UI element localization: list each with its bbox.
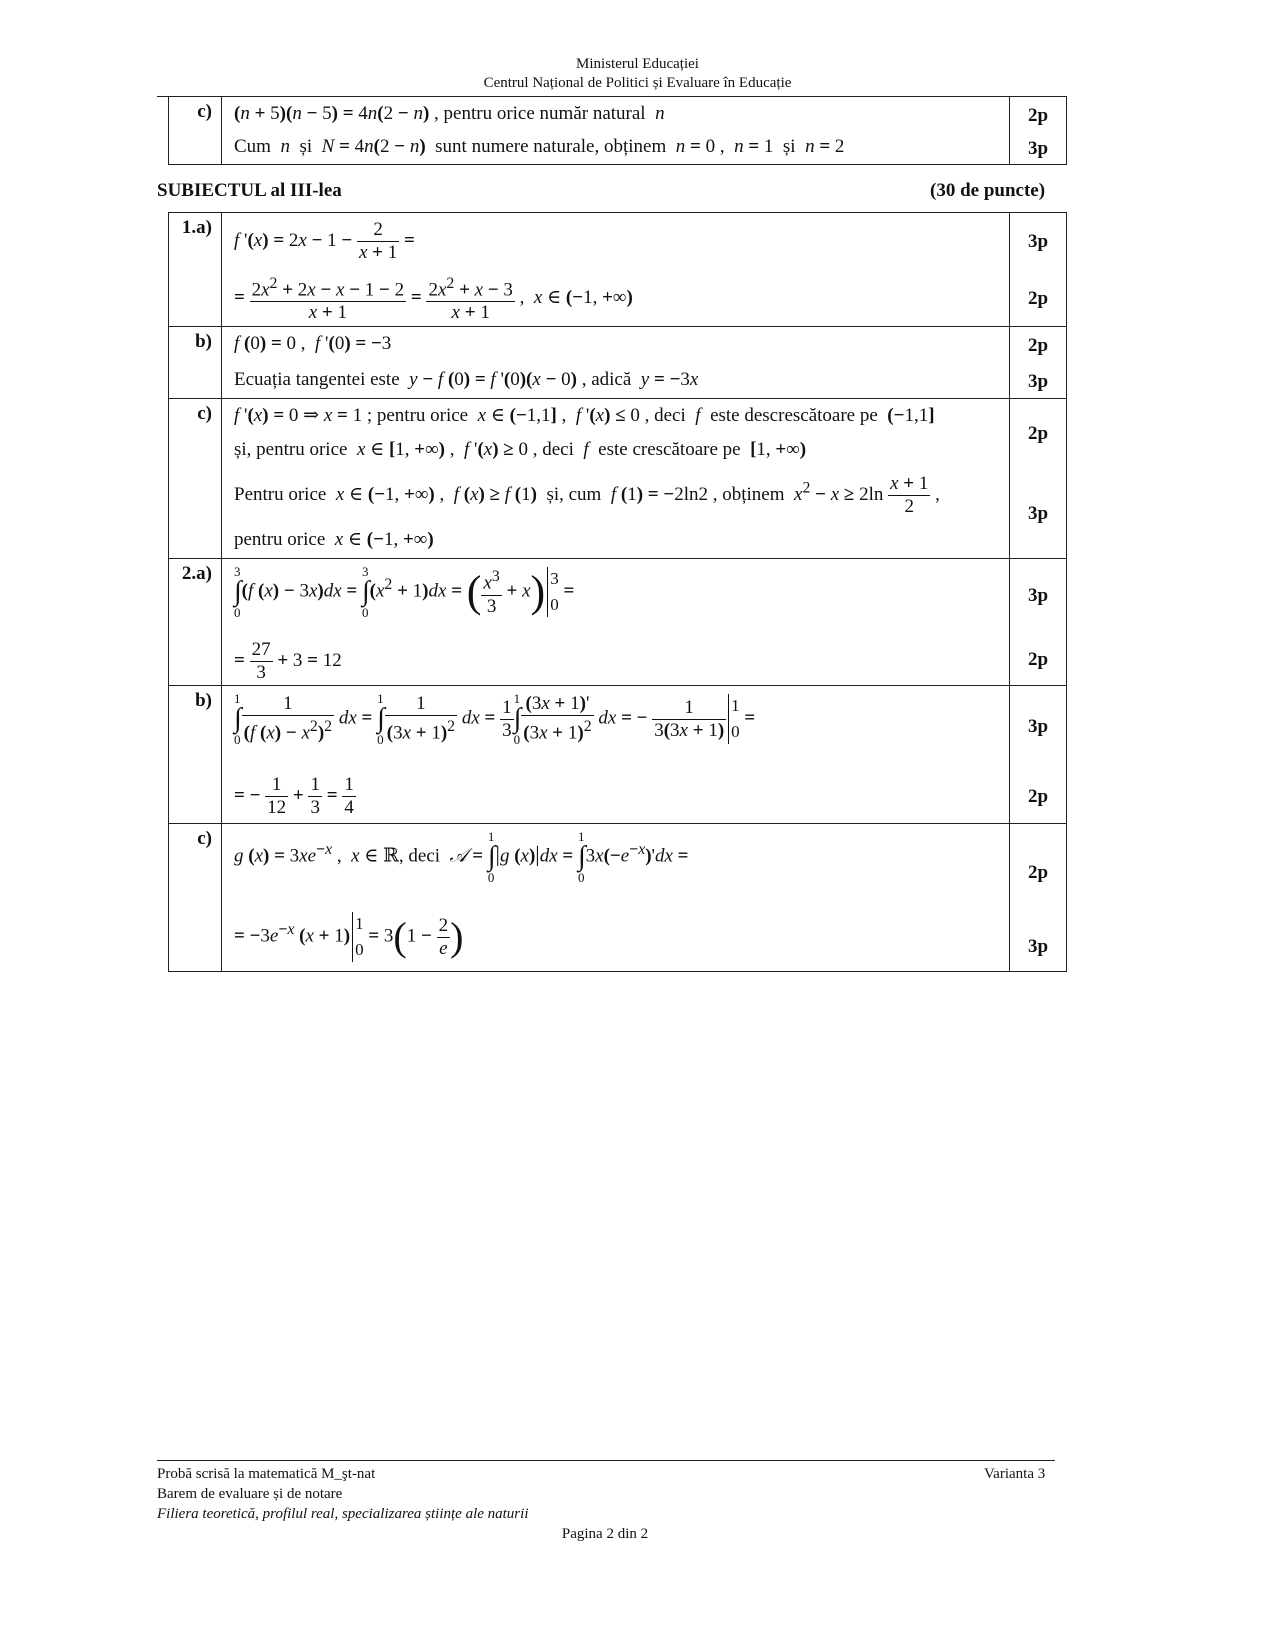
- footer-variant: Varianta 3: [984, 1466, 1046, 1482]
- footer-divider: [157, 1460, 1055, 1461]
- top-line-2: Cum n și N = 4n(2 − n) sunt numere naturale, obținem n = 0 , n = 1 și n = 2: [234, 136, 845, 157]
- formula-line: pentru orice x ∈ (−1, +∞): [234, 529, 434, 550]
- footer-exam: [157, 1464, 375, 1484]
- row-content: [222, 399, 1010, 559]
- formula-line: și, pentru orice x ∈ [1, +∞) , f '(x) ≥ 0 , deci f este crescătoare pe [1, +∞): [234, 439, 807, 460]
- points: 2p: [1027, 786, 1049, 807]
- footer-track: Filiera teoretică, profilul real, specializarea științe ale naturii: [157, 1506, 529, 1522]
- table-row: [169, 213, 1067, 327]
- points: 3p: [1027, 585, 1049, 606]
- section-score: (30 de puncte): [930, 180, 1046, 201]
- points: 2p: [1027, 649, 1049, 670]
- points: 3p: [1027, 716, 1049, 737]
- row-content: [222, 327, 1010, 399]
- row-points: [1010, 399, 1067, 559]
- row-content: [222, 686, 1010, 824]
- footer-barem: Barem de evaluare și de notare: [157, 1486, 343, 1502]
- row-points: [1010, 824, 1067, 972]
- top-line-1: (n + 5)(n − 5) = 4n(2 − n) , pentru orice număr natural n: [234, 103, 665, 124]
- table-row: [169, 559, 1067, 686]
- table-row: [169, 327, 1067, 399]
- row-content: [222, 559, 1010, 686]
- row-content: [222, 824, 1010, 972]
- top-table: [168, 96, 1067, 165]
- item-label: c): [169, 399, 222, 559]
- points: 2p: [1027, 335, 1049, 356]
- points: 3p: [1027, 503, 1049, 524]
- formula-line: = $-3e^{-x}$ (x + 1)1 0 = 3(1 − $\frac{2}{e}$ ): [234, 912, 463, 962]
- points: 3p: [1027, 231, 1049, 252]
- footer-exam-text: Probă scrisă la matematică M_şt-nat: [157, 1466, 376, 1482]
- points: 2p: [1027, 105, 1049, 126]
- header-ministry: Ministerul Educației: [576, 56, 699, 72]
- table-row: [169, 399, 1067, 559]
- row-points: [1010, 559, 1067, 686]
- item-label: c): [169, 97, 222, 165]
- points: 2p: [1027, 288, 1049, 309]
- formula-line: f (0) = 0 , f '(0) = −3: [234, 333, 392, 354]
- formula-line: 1 ∫ 0 $\frac{1}{(f (x) - x^2)^2}$ dx = 1 ∫ 0 $\frac{1}{(3x + 1)^2}$ dx = $\frac{1}{3}$ 1 ∫ 0 $\frac{(3x + 1)'}{(3x + 1)^2}$ dx = − $\frac{1}{3(3x + 1)}$ 1 0 =: [234, 691, 756, 747]
- points: 3p: [1027, 936, 1049, 957]
- points: 2p: [1027, 423, 1049, 444]
- formula-line: Ecuația tangentei este y − f (0) = f '(0)(x − 0) , adică y = −3x: [234, 369, 699, 390]
- formula-line: f '(x) = 2x − 1 − $\frac{2}{x + 1}$ =: [234, 219, 415, 263]
- row-content: [222, 213, 1010, 327]
- formula-line: 3 ∫ 0(f (x) − 3x)dx = 3 ∫ $0(x^2 + 1)dx$ = ( $\frac{x^3}{3}$ + x) 3 0 =: [234, 564, 575, 620]
- formula-line: = $\frac{27}{3}$ + 3 = 12: [234, 639, 342, 683]
- row-points: [1010, 213, 1067, 327]
- item-label: b): [169, 686, 222, 824]
- item-label: 1.a): [169, 213, 222, 327]
- barem-table: [168, 212, 1067, 972]
- formula-line: Pentru orice x ∈ (−1, +∞) , f (x) ≥ f (1) și, cum f (1) = −2ln2 , obținem $x^2 - x \ge 2\ln$ $\frac{x + 1}{2}$ ,: [234, 473, 940, 517]
- page-number: Pagina 2 din 2: [561, 1526, 649, 1542]
- points: 2p: [1027, 862, 1049, 883]
- table-row: [169, 686, 1067, 824]
- section-title: SUBIECTUL al III-lea: [157, 180, 342, 201]
- item-label: b): [169, 327, 222, 399]
- formula-line: = $\frac{2x^2 + 2x - x - 1 - 2}{x + 1}$ = $\frac{2x^2 + x - 3}{x + 1}$ , x ∈ (−1, +∞): [234, 275, 633, 324]
- row-points: [1010, 686, 1067, 824]
- item-label: 2.a): [169, 559, 222, 686]
- formula-line: = − $\frac{1}{12}$ + $\frac{1}{3}$ = $\frac{1}{4}$: [234, 774, 354, 818]
- formula-line: f '(x) = 0 ⇒ x = 1 ; pentru orice x ∈ (−1,1] , f '(x) ≤ 0 , deci f este descrescătoare pe (−1,1]: [234, 405, 935, 426]
- points: 3p: [1027, 371, 1049, 392]
- row-points: [1010, 327, 1067, 399]
- table-row: [169, 824, 1067, 972]
- top-content: [222, 97, 1010, 165]
- formula-line: g $(x) = 3xe^{-x}$ , x ∈ ℝ, deci 𝒜 = 1 ∫ 0|g (x)|dx = 1 ∫ $03x(-e^{-x})'dx$ =: [234, 829, 689, 885]
- points: 3p: [1027, 138, 1049, 159]
- top-points: [1010, 97, 1067, 165]
- item-label: c): [169, 824, 222, 972]
- header-center: Centrul Național de Politici și Evaluare în Educație: [483, 75, 792, 91]
